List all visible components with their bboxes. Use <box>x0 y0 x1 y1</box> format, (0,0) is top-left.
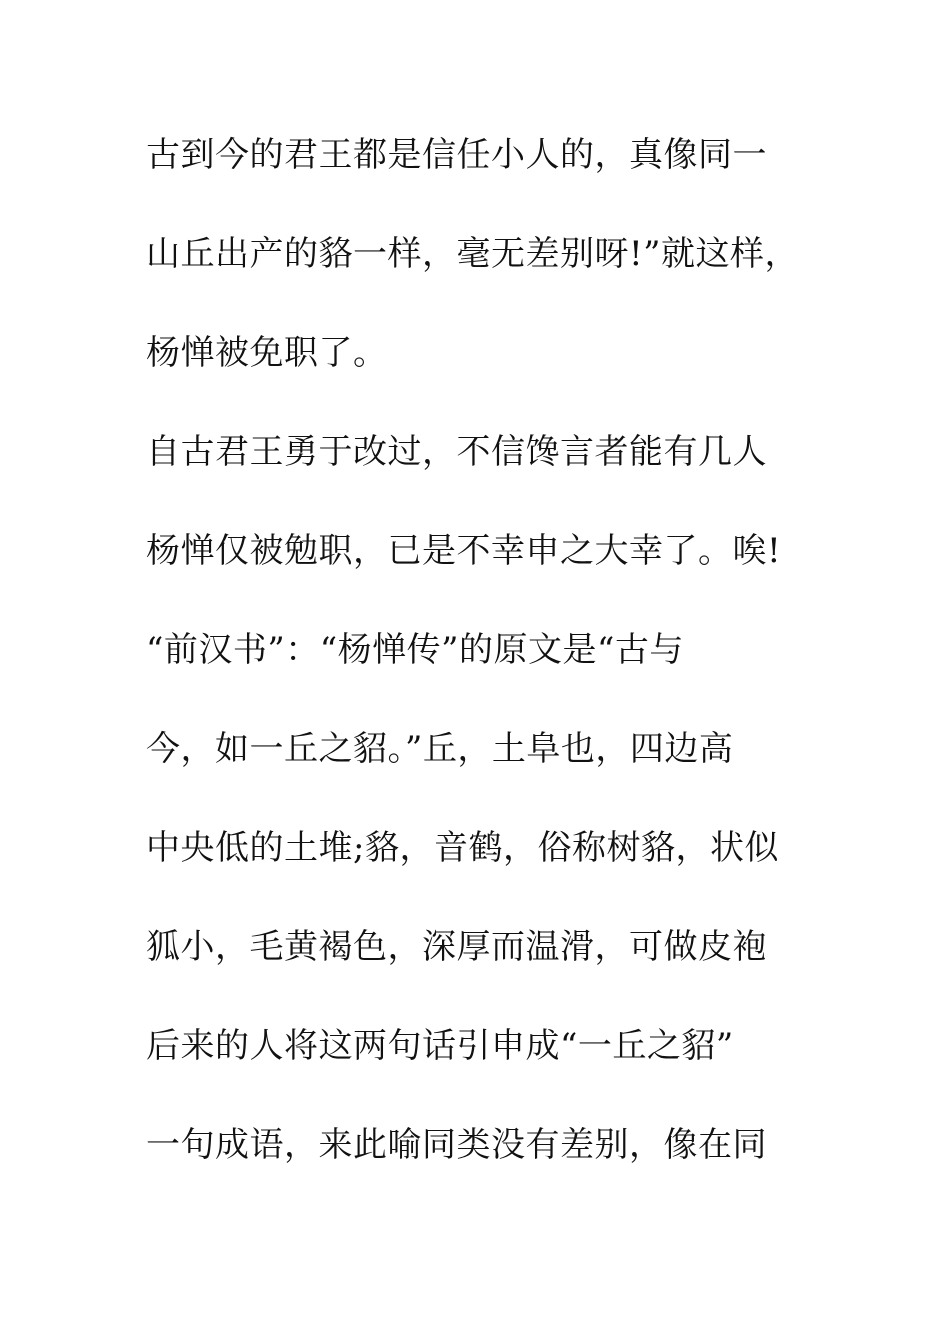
text-line: 杨惮仅被勉职，已是不幸申之大幸了。唉! <box>146 531 782 571</box>
text-line: 山丘出产的貉一样，毫无差别呀!”就这样， <box>146 234 800 274</box>
text-line: 中央低的土堆;貉，音鹤，俗称树貉，状似 <box>146 828 779 868</box>
text-line: 狐小，毛黄褐色，深厚而温滑，可做皮袍 <box>146 927 767 967</box>
text-line: “前汉书”：“杨惮传”的原文是“古与 <box>146 630 684 670</box>
text-line: 一句成语，来此喻同类没有差别，像在同 <box>146 1125 767 1165</box>
text-line: 杨惮被免职了。 <box>146 333 388 373</box>
text-line: 古到今的君王都是信任小人的，真像同一 <box>146 135 767 175</box>
text-line: 后来的人将这两句话引申成“一丘之貂” <box>146 1026 734 1066</box>
document-body <box>146 126 866 1215</box>
text-line: 今，如一丘之貂。”丘，土阜也，四边高 <box>146 729 734 769</box>
text-line: 自古君王勇于改过，不信馋言者能有几人 <box>146 432 767 472</box>
